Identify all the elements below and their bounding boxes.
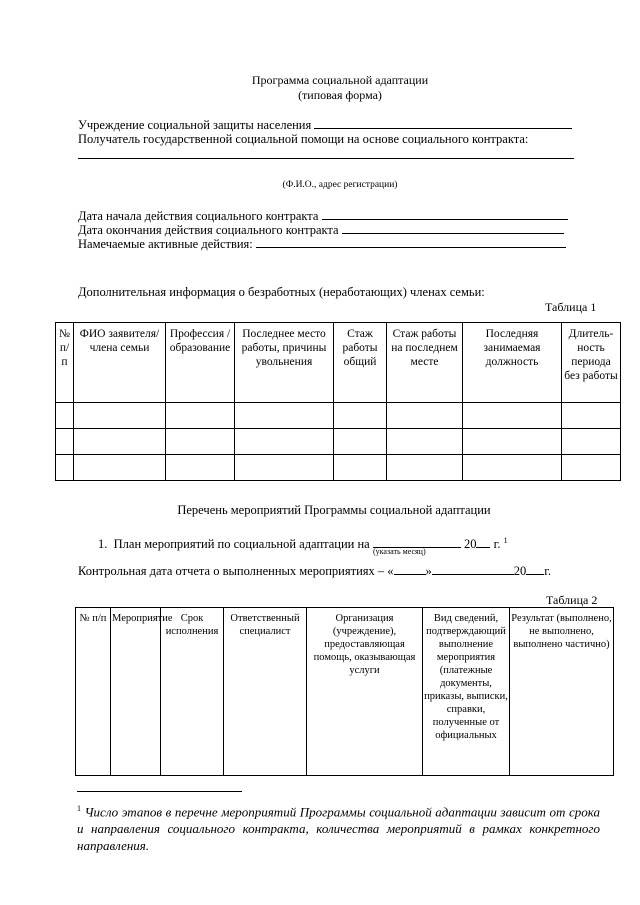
control-day-field[interactable] <box>394 563 426 575</box>
table-cell[interactable] <box>562 429 621 455</box>
control-month-field[interactable] <box>432 563 514 575</box>
recipient-label: Получатель государственной социальной помощи на основе социального контракта: <box>78 132 529 146</box>
control-date-mid: » <box>425 564 432 578</box>
table-cell[interactable] <box>334 429 387 455</box>
table2-caption: Таблица 2 <box>546 593 598 607</box>
table1-header-cell: ФИО заявителя/ члена семьи <box>74 323 166 403</box>
fio-hint: (Ф.И.О., адрес регистрации) <box>282 180 398 190</box>
measures-table <box>75 607 614 776</box>
table-row <box>56 455 621 481</box>
table1-header-cell: № п/п <box>56 323 74 403</box>
table-cell[interactable] <box>235 429 334 455</box>
institution-label: Учреждение социальной защиты населения <box>78 118 312 132</box>
table-cell[interactable] <box>562 403 621 429</box>
table1-caption: Таблица 1 <box>545 300 597 314</box>
table-cell[interactable] <box>166 455 235 481</box>
table-cell[interactable] <box>334 403 387 429</box>
table-cell[interactable] <box>562 455 621 481</box>
table-cell[interactable] <box>387 455 463 481</box>
active-actions-field[interactable] <box>256 236 566 248</box>
table2-header-cell: Результат (выполнено, не выполнено, выполнено частично) <box>510 608 614 776</box>
table-cell[interactable] <box>74 403 166 429</box>
control-year-prefix: 20 <box>513 564 527 578</box>
institution-field[interactable] <box>314 117 572 129</box>
unemployed-members-table <box>55 322 621 481</box>
active-actions-label: Намечаемые активные действия: <box>78 237 253 251</box>
table1-header-row <box>56 323 621 403</box>
table2-header-cell: Ответственный специалист <box>224 608 307 776</box>
plan-year-prefix: 20 <box>463 537 477 552</box>
control-date-label: Контрольная дата отчета о выполненных мероприятиях – « <box>78 564 394 578</box>
table-cell[interactable] <box>166 403 235 429</box>
table-cell[interactable] <box>56 429 74 455</box>
month-hint: (указать месяц) <box>373 547 426 556</box>
table2-header-cell: № п/п <box>76 608 111 776</box>
recipient-field[interactable] <box>78 158 574 159</box>
table-cell[interactable] <box>56 403 74 429</box>
measures-list-title: Перечень мероприятий Программы социальной адаптации <box>177 503 491 517</box>
table2-header-cell: Мероприятие <box>111 608 161 776</box>
document-subtitle: (типовая форма) <box>298 88 382 102</box>
control-date-row <box>78 563 551 579</box>
footnote-separator <box>77 791 242 792</box>
control-year-field[interactable] <box>526 563 544 575</box>
table2-header-row <box>76 608 614 776</box>
footnote-text: Число этапов в перечне мероприятий Программы социальной адаптации зависит от срока и направления социального контракта, количества мероприятий в рамках конкретного направления. <box>77 804 600 854</box>
table-cell[interactable] <box>387 403 463 429</box>
start-date-field[interactable] <box>322 208 568 220</box>
table-cell[interactable] <box>235 455 334 481</box>
table-cell[interactable] <box>56 455 74 481</box>
control-year-suffix: г. <box>544 564 552 578</box>
plan-label: План мероприятий по социальной адаптации на <box>113 537 370 552</box>
plan-year-suffix: г. <box>493 537 501 552</box>
table2-header-cell: Организация (учреждение), предоставляющая помощь, оказывающая услуги <box>307 608 423 776</box>
end-date-label: Дата окончания действия социального контракта <box>78 223 339 237</box>
institution-row <box>78 117 572 133</box>
unemployed-info: Дополнительная информация о безработных (неработающих) членах семьи: <box>78 285 485 299</box>
start-date-label: Дата начала действия социального контракта <box>78 209 319 223</box>
footnote <box>77 800 600 854</box>
table1-header-cell: Длитель- ность периода без работы <box>562 323 621 403</box>
table-cell[interactable] <box>74 455 166 481</box>
table-cell[interactable] <box>463 455 562 481</box>
table1-header-cell: Последняя занимаемая должность <box>463 323 562 403</box>
table-cell[interactable] <box>235 403 334 429</box>
table-cell[interactable] <box>334 455 387 481</box>
footnote-mark: 1 <box>77 804 81 813</box>
table-cell[interactable] <box>463 403 562 429</box>
table2-header-cell: Вид сведений, подтверждающий выполнение мероприятия (платежные документы, приказы, выписки, справки, полученные от официальных <box>423 608 510 776</box>
plan-year-field[interactable] <box>476 536 490 548</box>
plan-footnote-mark: 1 <box>503 536 508 545</box>
active-actions-row <box>78 236 566 252</box>
table-cell[interactable] <box>74 429 166 455</box>
table-row <box>56 429 621 455</box>
end-date-field[interactable] <box>342 222 564 234</box>
table1-header-cell: Стаж работы на последнем месте <box>387 323 463 403</box>
table-cell[interactable] <box>387 429 463 455</box>
plan-row <box>98 533 508 552</box>
table1-header-cell: Последнее место работы, причины увольнения <box>235 323 334 403</box>
table-cell[interactable] <box>463 429 562 455</box>
table1-header-cell: Профессия /образование <box>166 323 235 403</box>
table-row <box>56 403 621 429</box>
plan-item-number: 1. <box>98 537 108 552</box>
table1-header-cell: Стаж работы общий <box>334 323 387 403</box>
document-title: Программа социальной адаптации <box>251 73 429 87</box>
table2-header-cell: Срок исполнения <box>161 608 224 776</box>
table-cell[interactable] <box>166 429 235 455</box>
